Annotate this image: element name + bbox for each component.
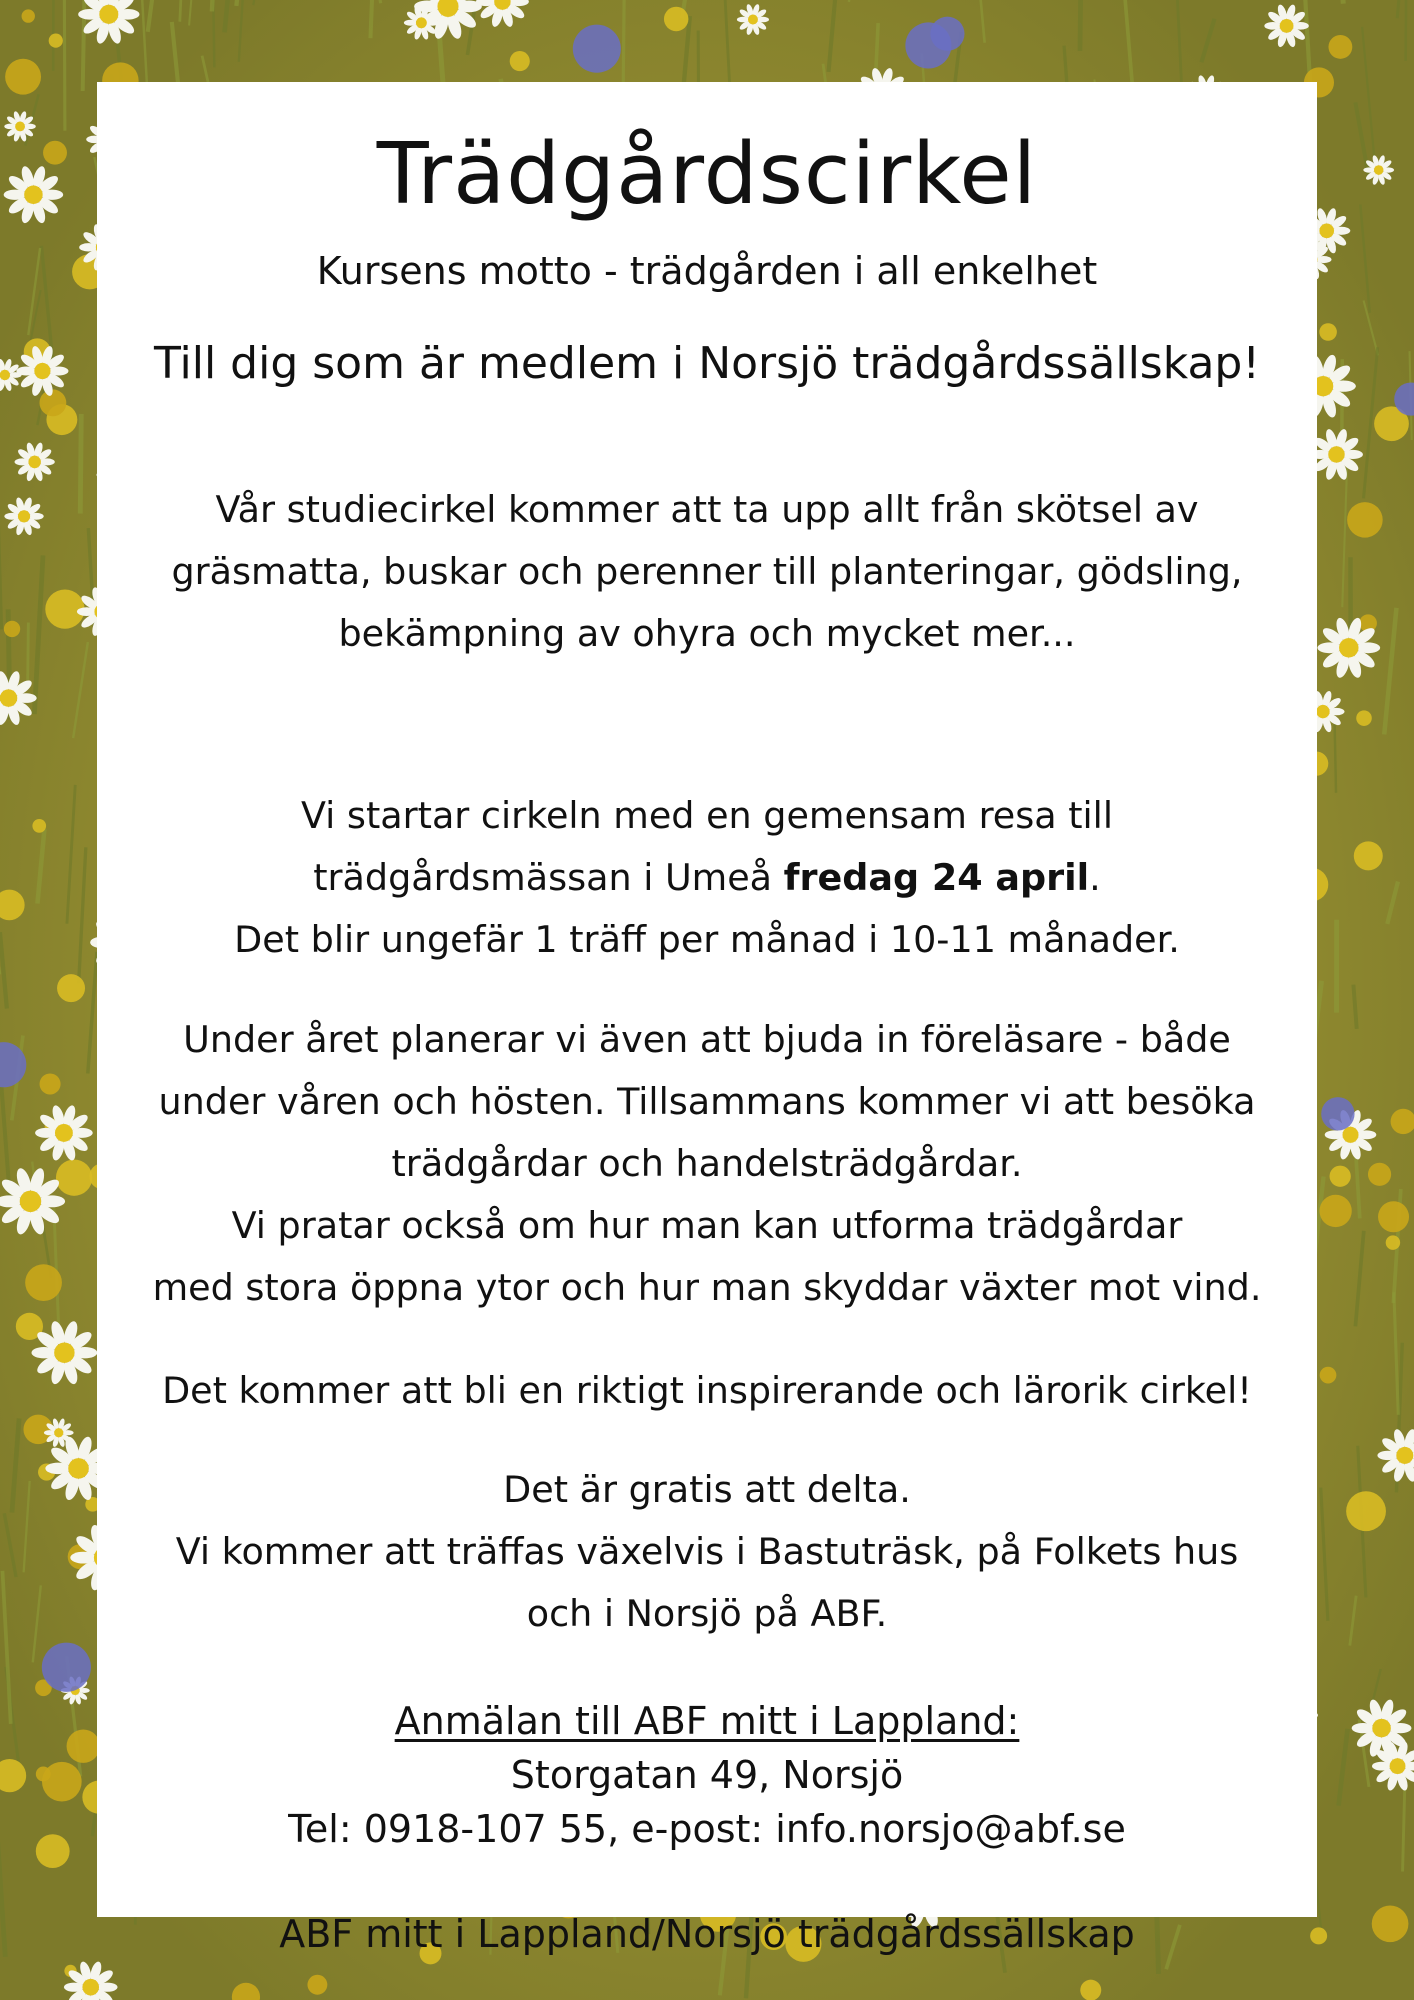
text-line: gräsmatta, buskar och perenner till planteringar, gödsling,	[171, 550, 1243, 593]
registration-address: Storgatan 49, Norsjö	[510, 1753, 904, 1797]
text-line: Vi pratar också om hur man kan utforma trädgårdar	[231, 1204, 1183, 1247]
text-line: Vi kommer att träffas växelvis i Bastuträsk, på Folkets hus	[175, 1530, 1239, 1573]
text-line	[117, 847, 1297, 909]
text-fragment: .	[1089, 856, 1101, 899]
trip-date: fredag 24 april	[783, 856, 1090, 899]
registration-heading: Anmälan till ABF mitt i Lappland:	[394, 1699, 1020, 1743]
text-line: med stora öppna ytor och hur man skyddar växter mot vind.	[152, 1266, 1262, 1309]
text-line: Det är gratis att delta.	[503, 1468, 911, 1511]
text-line: bekämpning av ohyra och mycket mer...	[338, 612, 1076, 655]
text-line: Under året planerar vi även att bjuda in föreläsare - både	[183, 1018, 1231, 1061]
text-line: Vi startar cirkeln med en gemensam resa till	[301, 794, 1113, 837]
paragraph-trip-schedule	[117, 785, 1297, 971]
paragraph-participation	[117, 1459, 1297, 1645]
text-line: Vår studiecirkel kommer att ta upp allt från skötsel av	[215, 488, 1199, 531]
text-line: trädgårdar och handelsträdgårdar.	[391, 1142, 1023, 1185]
paragraph-inspiration	[117, 1360, 1297, 1422]
text-line: Det kommer att bli en riktigt inspirerande och lärorik cirkel!	[162, 1369, 1252, 1412]
poster-card	[97, 82, 1317, 1956]
text-fragment: trädgårdsmässan i Umeå	[313, 856, 784, 899]
poster-motto: Kursens motto - trädgården i all enkelhet	[316, 249, 1098, 293]
text-line: och i Norsjö på ABF.	[526, 1592, 888, 1635]
poster-greeting: Till dig som är medlem i Norsjö trädgårdssällskap!	[154, 338, 1260, 389]
text-line: Det blir ungefär 1 träff per månad i 10-11 månader.	[234, 918, 1180, 961]
paragraph-course-topics	[117, 479, 1297, 665]
paragraph-year-plans	[117, 1009, 1297, 1319]
poster-footer: ABF mitt i Lappland/Norsjö trädgårdssällskap	[279, 1912, 1135, 1956]
registration-block	[97, 1694, 1317, 1856]
text-line: under våren och hösten. Tillsammans kommer vi att besöka	[158, 1080, 1256, 1123]
poster-title: Trädgårdscirkel	[376, 125, 1038, 224]
registration-contact: Tel: 0918-107 55, e-post: info.norsjo@abf.se	[288, 1807, 1126, 1851]
